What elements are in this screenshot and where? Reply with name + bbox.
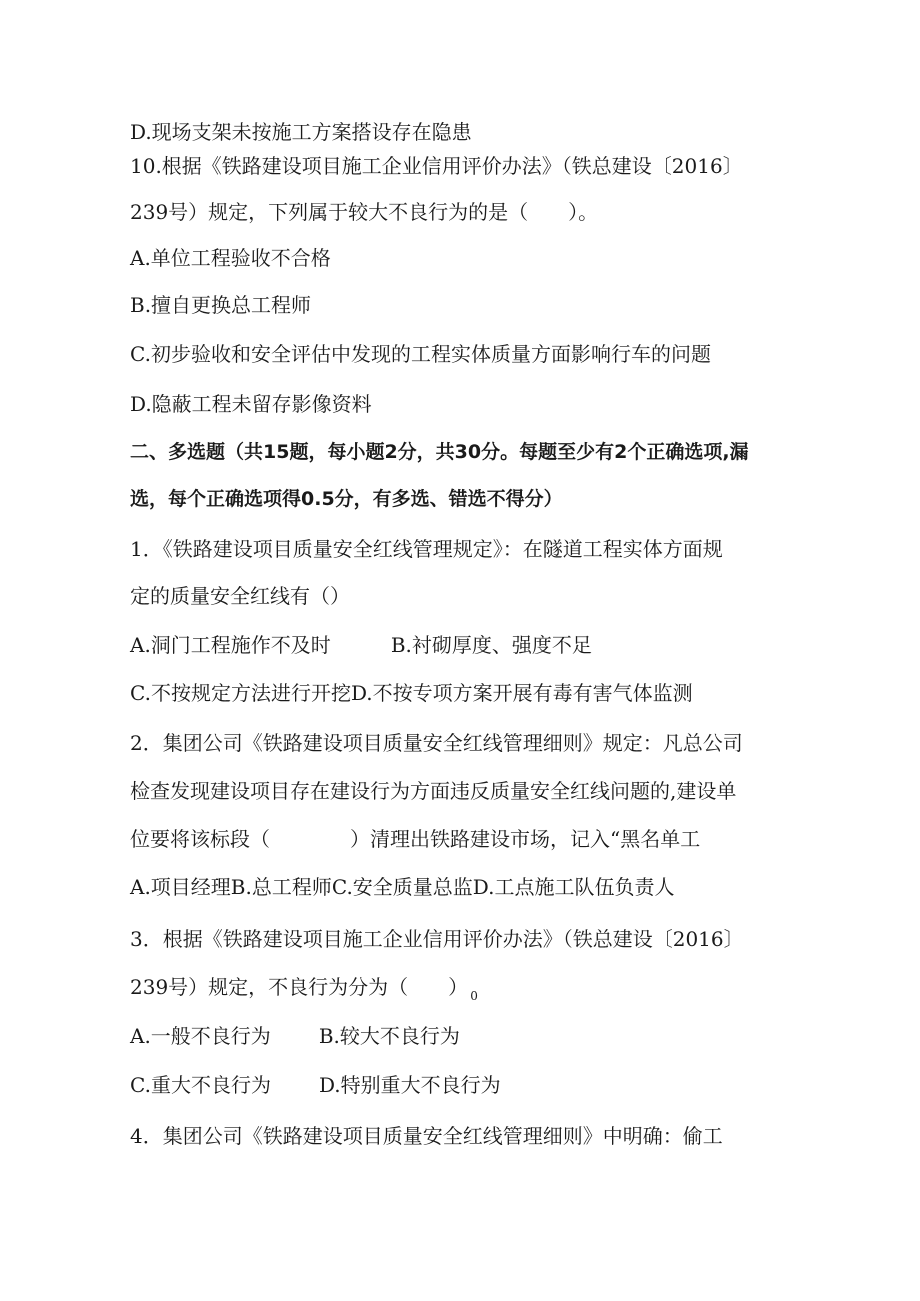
question-1-line-2: 定的质量安全红线有（） bbox=[130, 584, 350, 608]
option-d-q3: D.特别重大不良行为 bbox=[318, 1073, 501, 1097]
option-c-q10: C.初步验收和安全评估中发现的工程实体质量方面影响行车的问题 bbox=[130, 342, 711, 366]
question-10-line-1: 10.根据《铁路建设项目施工企业信用评价办法》（铁总建设〔2016〕 bbox=[130, 154, 743, 178]
question-3-line-2 bbox=[130, 975, 478, 1008]
question-1-line-1: 1．《铁路建设项目质量安全红线管理规定》：在隧道工程实体方面规 bbox=[130, 537, 723, 561]
section-heading-line-2: 选，每个正确选项得0.5分，有多选、错选不得分） bbox=[130, 488, 563, 510]
options-ab-q1 bbox=[130, 633, 592, 657]
option-b-q3: B.较大不良行为 bbox=[318, 1024, 460, 1048]
stray-subscript: 0 bbox=[470, 989, 478, 1003]
options-ab-q3 bbox=[130, 1024, 460, 1048]
question-3-line-1: 3．根据《铁路建设项目施工企业信用评价办法》（铁总建设〔2016〕 bbox=[130, 927, 744, 951]
options-cd-q3 bbox=[130, 1073, 501, 1097]
option-c-q3: C.重大不良行为 bbox=[130, 1073, 271, 1097]
options-cd-q1: C.不按规定方法进行开挖D.不按专项方案开展有毒有害气体监测 bbox=[130, 681, 693, 705]
question-2-line-2: 检查发现建设项目存在建设行为方面违反质量安全红线问题的,建设单 bbox=[130, 779, 737, 803]
option-d-q10: D.隐蔽工程未留存影像资料 bbox=[130, 392, 372, 416]
option-b-q1: B.衬砌厚度、强度不足 bbox=[390, 633, 592, 657]
option-a-q1: A.洞门工程施作不及时 bbox=[130, 633, 331, 657]
option-a-q10: A.单位工程验收不合格 bbox=[130, 246, 331, 270]
option-b-q10: B.擅自更换总工程师 bbox=[130, 293, 312, 317]
options-q2: A.项目经理B.总工程师C.安全质量总监D.工点施工队伍负责人 bbox=[130, 875, 675, 899]
question-10-line-2: 239号）规定，下列属于较大不良行为的是（ ）。 bbox=[130, 200, 599, 224]
question-2-line-1: 2．集团公司《铁路建设项目质量安全红线管理细则》规定：凡总公司 bbox=[130, 731, 743, 755]
question-4-line-1: 4．集团公司《铁路建设项目质量安全红线管理细则》中明确：偷工 bbox=[130, 1124, 723, 1148]
question-3-text: 239号）规定，不良行为分为（ ） bbox=[130, 975, 469, 999]
section-heading-line-1: 二、多选题（共15题，每小题2分，共30分。每题至少有2个正确选项,漏 bbox=[130, 441, 749, 463]
option-a-q3: A.一般不良行为 bbox=[130, 1024, 271, 1048]
question-2-line-3: 位要将该标段（ ）清理出铁路建设市场，记入“黑名单工 bbox=[130, 827, 701, 851]
option-d-q9: D.现场支架未按施工方案搭设存在隐患 bbox=[130, 120, 472, 144]
